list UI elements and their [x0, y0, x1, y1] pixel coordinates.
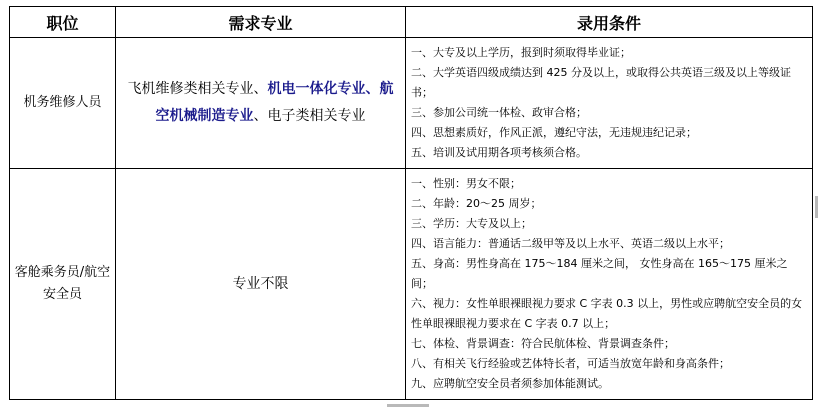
condition-item: 七、体检、背景调查：符合民航体检、背景调查条件； — [411, 337, 675, 350]
condition-item: 五、培训及试用期各项考核须合格。 — [411, 146, 587, 159]
condition-item: 四、思想素质好，作风正派，遵纪守法，无违规违纪记录； — [411, 126, 697, 139]
table-row — [10, 169, 813, 400]
condition-item: 六、视力：女性单眼裸眼视力要求 C 字表 0.3 以上，男性或应聘航空安全员的女性单眼裸眼视力要求在 C 字表 0.7 以上； — [411, 297, 803, 330]
header-major: 需求专业 — [116, 7, 406, 38]
condition-item: 一、大专及以上学历，报到时须取得毕业证； — [411, 46, 631, 59]
position-cell: 机务维修人员 — [10, 38, 116, 169]
condition-item: 三、参加公司统一体检、政审合格； — [411, 106, 587, 119]
header-conditions: 录用条件 — [406, 7, 813, 38]
condition-item: 八、有相关飞行经验或艺体特长者，可适当放宽年龄和身高条件； — [411, 357, 730, 370]
condition-item: 九、应聘航空安全员者须参加体能测试。 — [411, 377, 609, 390]
major-text: 、电子类相关专业 — [253, 108, 366, 124]
header-row — [10, 7, 813, 38]
major-text: 飞机维修类相关专业、 — [127, 81, 268, 97]
table-row — [10, 38, 813, 169]
major-cell: 专业不限 — [116, 169, 406, 400]
position-cell: 客舱乘务员/航空安全员 — [10, 169, 116, 400]
condition-item: 二、年龄：20～25 周岁； — [411, 197, 542, 210]
condition-item: 四、语言能力：普通话二级甲等及以上水平、英语二级以上水平； — [411, 237, 730, 250]
conditions-cell — [406, 169, 813, 400]
condition-item: 一、性别：男女不限； — [411, 177, 521, 190]
conditions-cell — [406, 38, 813, 169]
header-position: 职位 — [10, 7, 116, 38]
major-text-emphasis: 机电一体化专业、航空机械制造专业 — [155, 81, 394, 124]
recruitment-table — [9, 6, 813, 400]
condition-item: 五、身高：男性身高在 175～184 厘米之间， 女性身高在 165～175 厘米之间； — [411, 257, 788, 290]
condition-item: 二、大学英语四级成绩达到 425 分及以上，或取得公共英语三级及以上等级证书； — [411, 66, 791, 99]
major-cell — [116, 38, 406, 169]
condition-item: 三、学历：大专及以上； — [411, 217, 532, 230]
